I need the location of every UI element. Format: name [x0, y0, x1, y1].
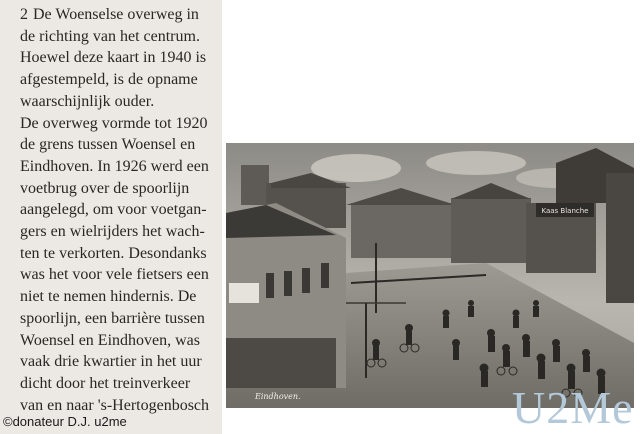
caption-line-5: De overweg vormde tot 1920 [20, 114, 208, 132]
caption-text [20, 4, 220, 416]
caption-line-8: voetbrug over de spoorlijn [20, 179, 190, 197]
caption-line-6: de grens tussen Woensel en [20, 136, 196, 154]
window [284, 271, 292, 296]
cloud [426, 151, 526, 175]
window [302, 268, 310, 293]
tower [241, 165, 269, 205]
caption-line-16: vaak drie kwartier in het uur [20, 353, 202, 371]
historic-photo [226, 143, 634, 408]
watermark-logo: U2Me [512, 382, 634, 433]
distant-building [351, 203, 451, 258]
window [321, 263, 329, 288]
caption-line-9: aangelegd, om voor voetgan- [20, 201, 207, 219]
caption-line-17: dicht door het treinverkeer [20, 374, 191, 392]
caption-line-14: spoorlijn, een barrière tussen [20, 309, 205, 327]
shop-front [226, 338, 336, 388]
item-number: 2 [20, 6, 28, 23]
caption-line-15: Woensel en Eindhoven, was [20, 331, 200, 349]
distant-building [451, 198, 531, 263]
caption-line-11: ten te verkorten. Desondanks [20, 244, 207, 262]
caption-line-10: gers en wielrijders het wach- [20, 223, 205, 241]
cloud [311, 154, 401, 182]
caption-line-3: afgestempeld, is de opname [20, 71, 198, 89]
window [266, 273, 274, 298]
caption-line-1: de richting van het centrum. [20, 27, 200, 45]
caption-line-18: van en naar 's-Hertogenbosch [20, 396, 210, 414]
right-edge-building [606, 173, 634, 303]
advertising-board [229, 283, 259, 303]
street-scene-illustration [226, 143, 634, 408]
shop-sign: Kaas Blanche [541, 207, 589, 215]
caption-line-13: niet te nemen hindernis. De [20, 288, 197, 306]
caption-line-0: 2 De Woenselse overweg in [20, 6, 199, 23]
caption-line-4: waarschijnlijk ouder. [20, 92, 155, 110]
caption-line-12: was het voor vele fietsers een [20, 266, 209, 284]
text-column [0, 0, 222, 434]
caption-line-2: Hoewel deze kaart in 1940 is [20, 49, 207, 67]
credit-line: ©donateur D.J. u2me [3, 414, 127, 429]
photo-caption: Eindhoven. [255, 392, 301, 401]
caption-line-7: Eindhoven. In 1926 werd een [20, 157, 209, 175]
